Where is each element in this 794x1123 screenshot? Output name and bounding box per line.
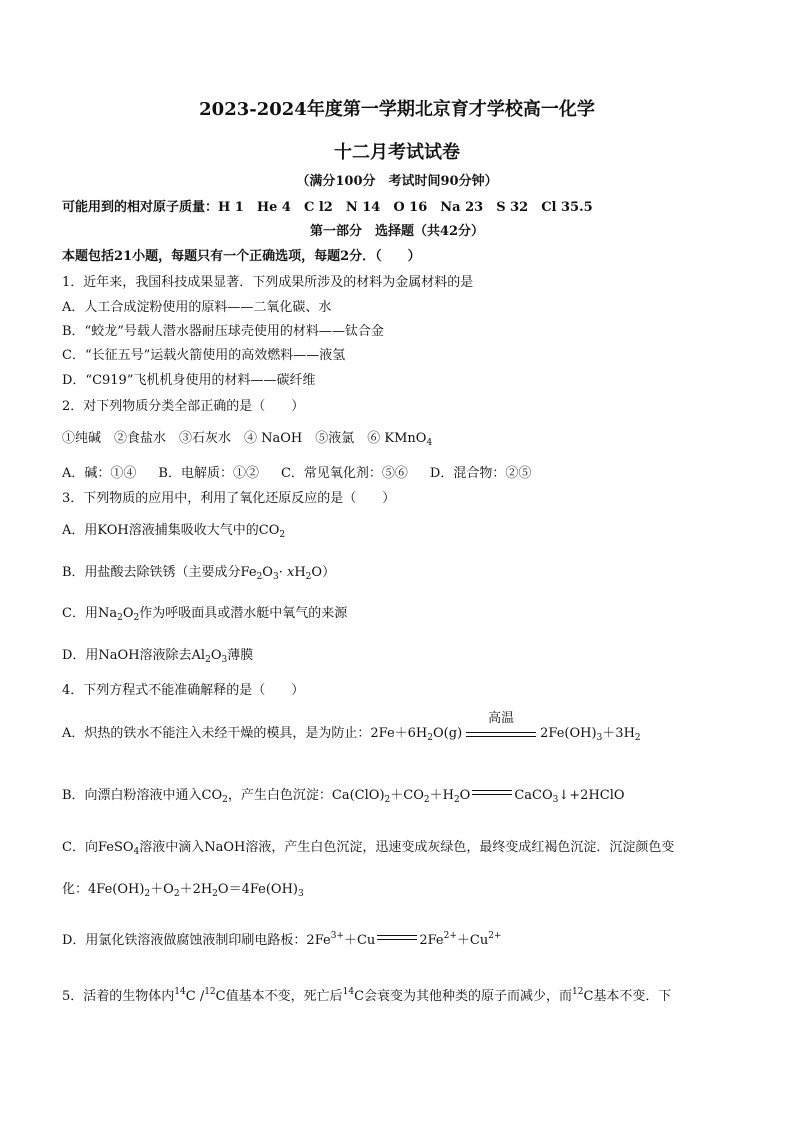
q4-option-b: B．向漂白粉溶液中通入$CO_2$，产生白色沉淀：$Ca(ClO)_2+CO_2+H_2O$ CaCO$_3$↓+2HClO bbox=[62, 788, 625, 805]
q4-option-d: D．用氯化铁溶液做腐蚀液制印刷电路板：$2Fe^{3+}+Cu$ $2Fe^{2+}+Cu^{2+}$ bbox=[62, 931, 502, 948]
q1-option-b: B．“蛟龙”号载人潜水器耐压球壳使用的材料——钛合金 bbox=[62, 324, 384, 339]
q2-stem: 2．对下列物质分类全部正确的是（ ） bbox=[62, 399, 305, 414]
q5-stem: 5．活着的生物体内$^{14}$C /$^{12}$C值基本不变，死亡后$^{14}$C会衰变为其他种类的原子而减少，而$^{12}$C基本不变．下 bbox=[62, 987, 672, 1004]
q1-option-a: A．人工合成淀粉使用的原料——二氧化碳、水 bbox=[62, 300, 332, 315]
equals-sign bbox=[377, 935, 417, 940]
q2-options bbox=[62, 466, 531, 482]
q2-items: ①纯碱 ②食盐水 ③石灰水 ④ NaOH ⑤液氯 ⑥ KMnO$_4$ bbox=[62, 431, 433, 448]
q3-stem: 3．下列物质的应用中，利用了氧化还原反应的是（ ） bbox=[62, 491, 396, 506]
q4-option-a: A．炽热的铁水不能注入未经干燥的模具，是为防止：$2Fe+6H_2O(g)$ 高温 $2Fe(OH)_3+3H_2$ bbox=[62, 711, 641, 743]
page-title: 2023-2024年度第一学期北京育才学校高一化学 bbox=[199, 99, 595, 120]
section-title: 第一部分 选择题（共42分） bbox=[309, 224, 485, 239]
atomic-masses: 可能用到的相对原子质量：H 1 He 4 C l2 N 14 O 16 Na 23 S 32 Cl 35.5 bbox=[62, 200, 593, 215]
reaction-condition: 高温 bbox=[488, 711, 515, 726]
q2-option-c: C．常见氧化剂：⑤⑥ bbox=[280, 466, 408, 481]
q3-option-a: A．用KOH溶液捕集吸收大气中的$CO_2$ bbox=[62, 523, 286, 540]
section-note: 本题包括21小题，每题只有一个正确选项，每题2分．（ ） bbox=[62, 249, 421, 264]
q4-stem: 4．下列方程式不能准确解释的是（ ） bbox=[62, 683, 305, 698]
q4-option-c-line1: C．向FeSO$_4$溶液中滴入NaOH溶液，产生白色沉淀，迅速变成灰绿色，最终变成红褐色沉淀．沉淀颜色变 bbox=[62, 840, 675, 857]
q4-option-c-line2: 化：$4Fe(OH)_2+O_2+2H_2O=4Fe(OH)_3$ bbox=[62, 882, 304, 899]
reaction-condition-arrow bbox=[462, 711, 540, 742]
equals-sign bbox=[472, 790, 512, 795]
q2-option-a: A．碱：①④ bbox=[62, 466, 137, 481]
q1-stem: 1．近年来，我国科技成果显著．下列成果所涉及的材料为金属材料的是 bbox=[62, 275, 474, 290]
exam-info: （满分100分 考试时间90分钟） bbox=[296, 174, 498, 189]
q3-option-d: D．用NaOH溶液除去$Al_2O_3$薄膜 bbox=[62, 648, 254, 665]
q3-option-b: B．用盐酸去除铁锈（主要成分$Fe_2O_3\cdot xH_2O$） bbox=[62, 565, 336, 582]
q1-option-d: D．“C919”飞机机身使用的材料——碳纤维 bbox=[62, 373, 316, 388]
q1-option-c: C．“长征五号”运载火箭使用的高效燃料——液氢 bbox=[62, 348, 346, 363]
q3-option-c: C．用$Na_2O_2$作为呼吸面具或潜水艇中氧气的来源 bbox=[62, 606, 348, 623]
page-subtitle: 十二月考试试卷 bbox=[334, 142, 460, 163]
q2-option-d: D．混合物：②⑤ bbox=[429, 466, 532, 481]
q2-option-b: B．电解质：①② bbox=[158, 466, 259, 481]
